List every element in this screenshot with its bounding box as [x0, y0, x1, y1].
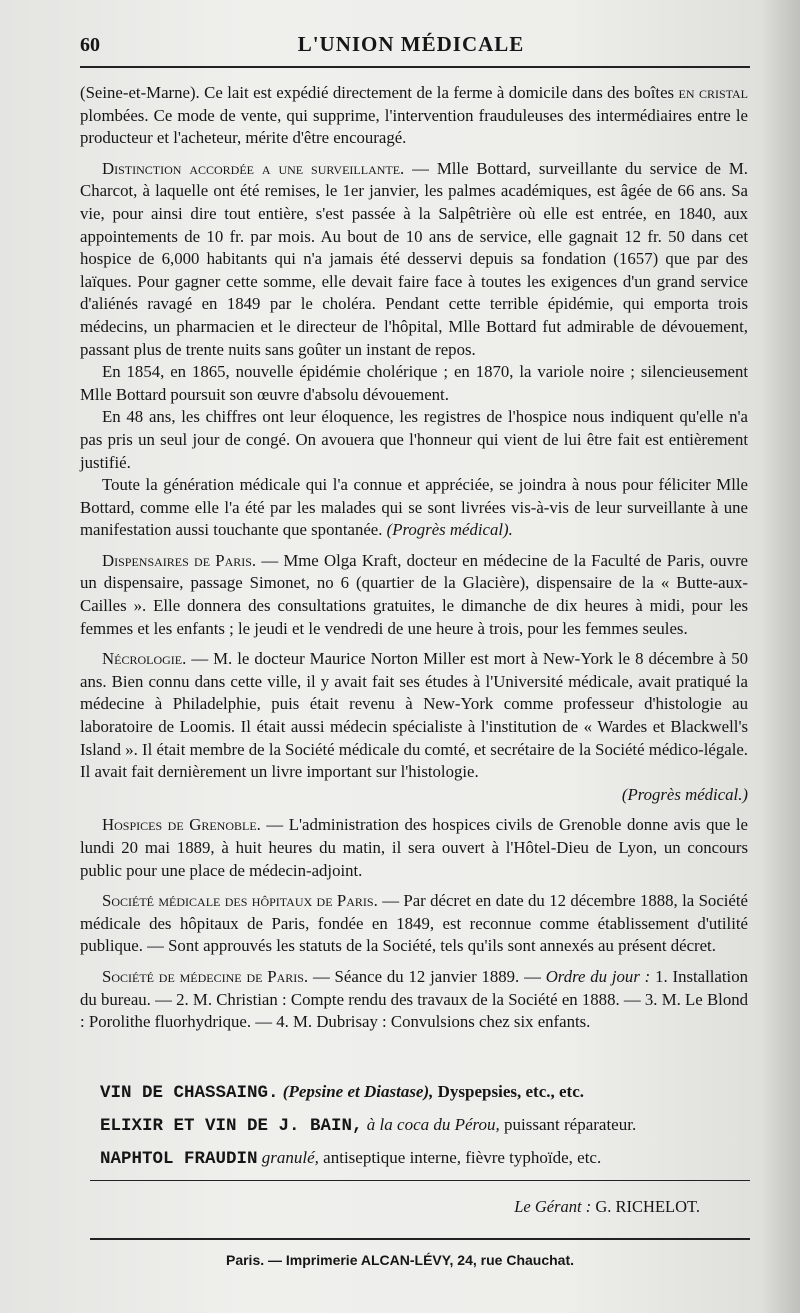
- journal-title: L'UNION MÉDICALE: [297, 32, 525, 56]
- dispensaires-paragraph: [80, 550, 748, 640]
- ad-text: puissant réparateur.: [499, 1115, 637, 1134]
- distinction-paragraph-3: En 48 ans, les chiffres ont leur éloquence, les registres de l'hospice nous indiquent qu'elle n'a pas pris un seul jour de congé. On avouera que l'honneur qui vient de lui être fait est entièrement justifié.: [80, 407, 748, 472]
- ad-name: ELIXIR ET VIN DE J. BAIN,: [100, 1116, 363, 1136]
- societe-medecine-paragraph: [80, 966, 748, 1034]
- distinction-paragraph-4: [80, 474, 748, 542]
- societe-hopitaux-text: — Par décret en date du 12 décembre 1888, la Société médicale des hôpitaux de Paris, fondée en 1849, est reconnue comme établissement d'utilité publique. — Sont approuvés les statuts de la Société, tels qu'ils sont annexés au présent décret.: [80, 891, 748, 956]
- necrologie-text: — M. le docteur Maurice Norton Miller est mort à New-York le 8 décembre à 50 ans. Bien connu dans cette ville, il y avait fait ses études à l'Université médicale, avait pratiqué la médecine à Philadelphie, puis était revenu à New-York comme professeur d'histologie au laboratoire de Loomis. Il était aussi médecin spécialiste à l'institution de « Wardes et Blackwell's Island ». Il était membre de la Société médicale du comté, et secrétaire de la Société médico-légale. Il avait fait dernièrement un livre important sur l'histologie.: [80, 649, 748, 782]
- intro-text-1: (Seine-et-Marne). Ce lait est expédié directement de la ferme à domicile dans des boîtes: [80, 83, 679, 102]
- intro-text-2: plombées. Ce mode de vente, qui supprime, l'intervention frauduleuses des intermédiaires entre le producteur et l'acheteur, mérite d'être encouragé.: [80, 105, 748, 148]
- ad-detail: à la coca du Pérou,: [362, 1115, 500, 1134]
- necrologie-paragraph: [80, 648, 748, 806]
- ad-naphtol-fraudin: [100, 1142, 740, 1175]
- footer-rule: [90, 1180, 750, 1181]
- ad-detail: (Pepsine et Diastase),: [278, 1082, 434, 1101]
- gerant-name: G. RICHELOT.: [591, 1197, 700, 1216]
- societe-medecine-heading: Société de médecine de Paris.: [102, 966, 309, 986]
- ad-elixir-bain: [100, 1109, 740, 1142]
- dispensaires-text: — Mme Olga Kraft, docteur en médecine de la Faculté de Paris, ouvre un dispensaire, passage Simonet, no 6 (quartier de la Glacière), dispensaire de la « Butte-aux-Cailles ». Elle donnera des consultations gratuites, le dimanche de dix heures à midi, pour les femmes et les enfants ; le jeudi et le vendredi de une heure à trois, pour les femmes seules.: [80, 550, 748, 638]
- ad-text: Dyspepsies, etc., etc.: [433, 1082, 584, 1101]
- ad-text: antiseptique interne, fièvre typhoïde, etc.: [318, 1148, 602, 1167]
- ad-vin-chassaing: [100, 1076, 740, 1109]
- societe-hopitaux-heading: Société médicale des hôpitaux de Paris.: [102, 891, 378, 911]
- hospices-text: — L'administration des hospices civils de Grenoble donne avis que le lundi 20 mai 1889, à huit heures du matin, il sera ouvert à l'Hôtel-Dieu de Lyon, un concours public pour une place de médecin-adjoint.: [80, 815, 749, 880]
- page-header: [70, 30, 752, 64]
- ad-detail: granulé,: [257, 1148, 319, 1167]
- necrologie-source: (Progrès médical.): [621, 784, 748, 804]
- imprint-rule: [90, 1238, 750, 1240]
- printer-imprint: Paris. — Imprimerie ALCAN-LÉVY, 24, rue Chauchat.: [225, 1252, 575, 1268]
- hospices-heading: Hospices de Grenoble.: [102, 815, 261, 835]
- societe-medecine-text-1: — Séance du 12 janvier 1889. —: [308, 966, 546, 986]
- distinction-heading: Distinction accordée a une surveillante.: [102, 158, 405, 178]
- societe-medecine-text-2: 1. Installation du bureau. — 2. M. Christian : Compte rendu des travaux de la Société en 1888. — 3. M. Le Blond : Porolithe fluorhydrique. — 4. M. Dubrisay : Convulsions chez six enfants.: [80, 966, 748, 1032]
- article-body: [80, 82, 748, 1034]
- page-edge-shadow: [760, 0, 800, 1313]
- distinction-text-4: Toute la génération médicale qui l'a connue et appréciée, se joindra à nous pour féliciter Mlle Bottard, comme elle l'a été par les malades qui se sont livrées vis-à-vis de leur surveillante à une manifestation aussi touchante que spontanée.: [80, 475, 748, 540]
- gerant-signature: [514, 1197, 700, 1217]
- distinction-source: (Progrès médical).: [386, 520, 513, 540]
- necrologie-heading: Nécrologie.: [102, 649, 187, 669]
- ad-name: NAPHTOL FRAUDIN: [100, 1149, 258, 1169]
- advertisements: [100, 1076, 740, 1175]
- dispensaires-heading: Dispensaires de Paris.: [102, 550, 257, 570]
- ordre-du-jour: Ordre du jour :: [545, 966, 651, 986]
- page-number: 60: [80, 34, 100, 56]
- societe-hopitaux-paragraph: [80, 890, 748, 958]
- distinction-text: — Mlle Bottard, surveillante du service de M. Charcot, à laquelle ont été remises, le 1er janvier, les palmes académiques, est âgée de 66 ans. Sa vie, pour ainsi dire tout entière, s'est passée à la Salpêtrière où elle est entrée, en 1840, aux appointements de 10 fr. par mois. Au bout de 10 ans de service, elle gagnait 12 fr. 50 dans cet hospice de 6,000 habitants qui n'a jamais été desservi depuis sa fondation (1657) que par des laïques. Pour gagner cette somme, elle devait faire face à toutes les exigences d'un grand service d'aliénés ravagé en 1849 par le choléra. Pendant cette terrible épidémie, qui emporta trois médecins, un pharmacien et le directeur de l'hôpital, Mlle Bottard fut admirable de dévouement, passant plus de trente nuits sans goûter un instant de repos.: [80, 158, 748, 359]
- intro-smallcaps: en cristal: [678, 83, 748, 102]
- ad-name: VIN DE CHASSAING.: [100, 1083, 279, 1103]
- hospices-paragraph: [80, 814, 748, 882]
- distinction-paragraph-2: En 1854, en 1865, nouvelle épidémie cholérique ; en 1870, la variole noire ; silencieusement Mlle Bottard poursuit son œuvre d'absolu dévouement.: [80, 362, 748, 404]
- header-rule: [80, 66, 750, 68]
- distinction-paragraph: [80, 158, 748, 361]
- intro-paragraph: [80, 82, 748, 150]
- gerant-label: Le Gérant :: [514, 1197, 592, 1216]
